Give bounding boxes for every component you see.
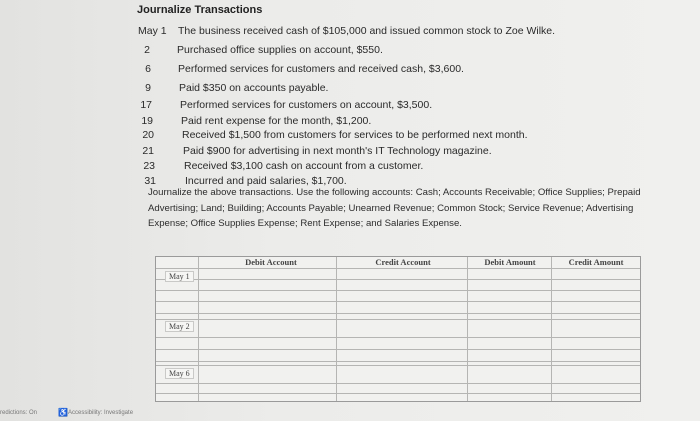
transaction-date: 17 [140,99,152,111]
transaction-date: 31 [144,175,156,187]
transaction-date: 6 [145,63,151,75]
row-divider [156,268,640,269]
transaction-description: Paid rent expense for the month, $1,200. [181,115,372,127]
row-divider [156,279,640,280]
accessibility-icon: ♿ [58,408,68,417]
entry-date-label: May 2 [165,321,194,332]
accessibility-status[interactable]: Accessibility: Investigate [68,410,134,416]
row-divider [156,337,640,338]
status-bar [0,407,200,421]
predictions-status[interactable]: redictions: On [0,410,38,416]
transaction-description: The business received cash of $105,000 and issued common stock to Zoe Wilke. [178,25,556,37]
transaction-date: May 1 [138,25,167,37]
transaction-description: Purchased office supplies on account, $550. [177,44,383,56]
transaction-date: 20 [142,129,154,141]
header-debit-amount: Debit Amount [484,257,536,267]
row-divider [156,319,640,320]
row-divider [156,365,640,366]
transaction-description: Paid $900 for advertising in next month's IT Technology magazine. [183,145,492,157]
header-credit-amount: Credit Amount [568,257,624,267]
transaction-description: Received $1,500 from customers for services to be performed next month. [182,129,528,141]
transaction-description: Received $3,100 cash on account from a customer. [184,160,424,172]
header-credit-account: Credit Account [375,257,431,267]
row-divider [156,301,640,302]
header-debit-account: Debit Account [245,257,297,267]
row-divider [156,349,640,350]
row-divider [156,393,640,394]
row-divider [156,361,640,362]
transaction-description: Performed services for customers and received cash, $3,600. [178,63,464,75]
transaction-date: 21 [142,145,154,157]
transaction-date: 9 [145,82,151,94]
transaction-date: 2 [144,44,150,56]
row-divider [156,290,640,291]
transaction-description: Incurred and paid salaries, $1,700. [185,175,347,187]
page-title: Journalize Transactions [137,4,263,16]
entry-date-label: May 6 [165,368,194,379]
transaction-description: Performed services for customers on account, $3,500. [180,99,433,111]
row-divider [156,383,640,384]
transaction-date: 23 [143,160,155,172]
row-divider [156,313,640,314]
instructions: Journalize the above transactions. Use the following accounts: Cash; Accounts Receivable; Office Supplies; Prepaid Advertising; Land; Building; Accounts Payable; Unearned Revenue; Common Stock; Service Revenue; Advertising Expense; Office Supplies Expense; Rent Expense; and Salaries Expense. [148,187,641,229]
transaction-date: 19 [141,115,153,127]
transaction-description: Paid $350 on accounts payable. [179,82,329,94]
entry-date-label: May 1 [165,271,194,282]
journal-table [155,256,641,402]
